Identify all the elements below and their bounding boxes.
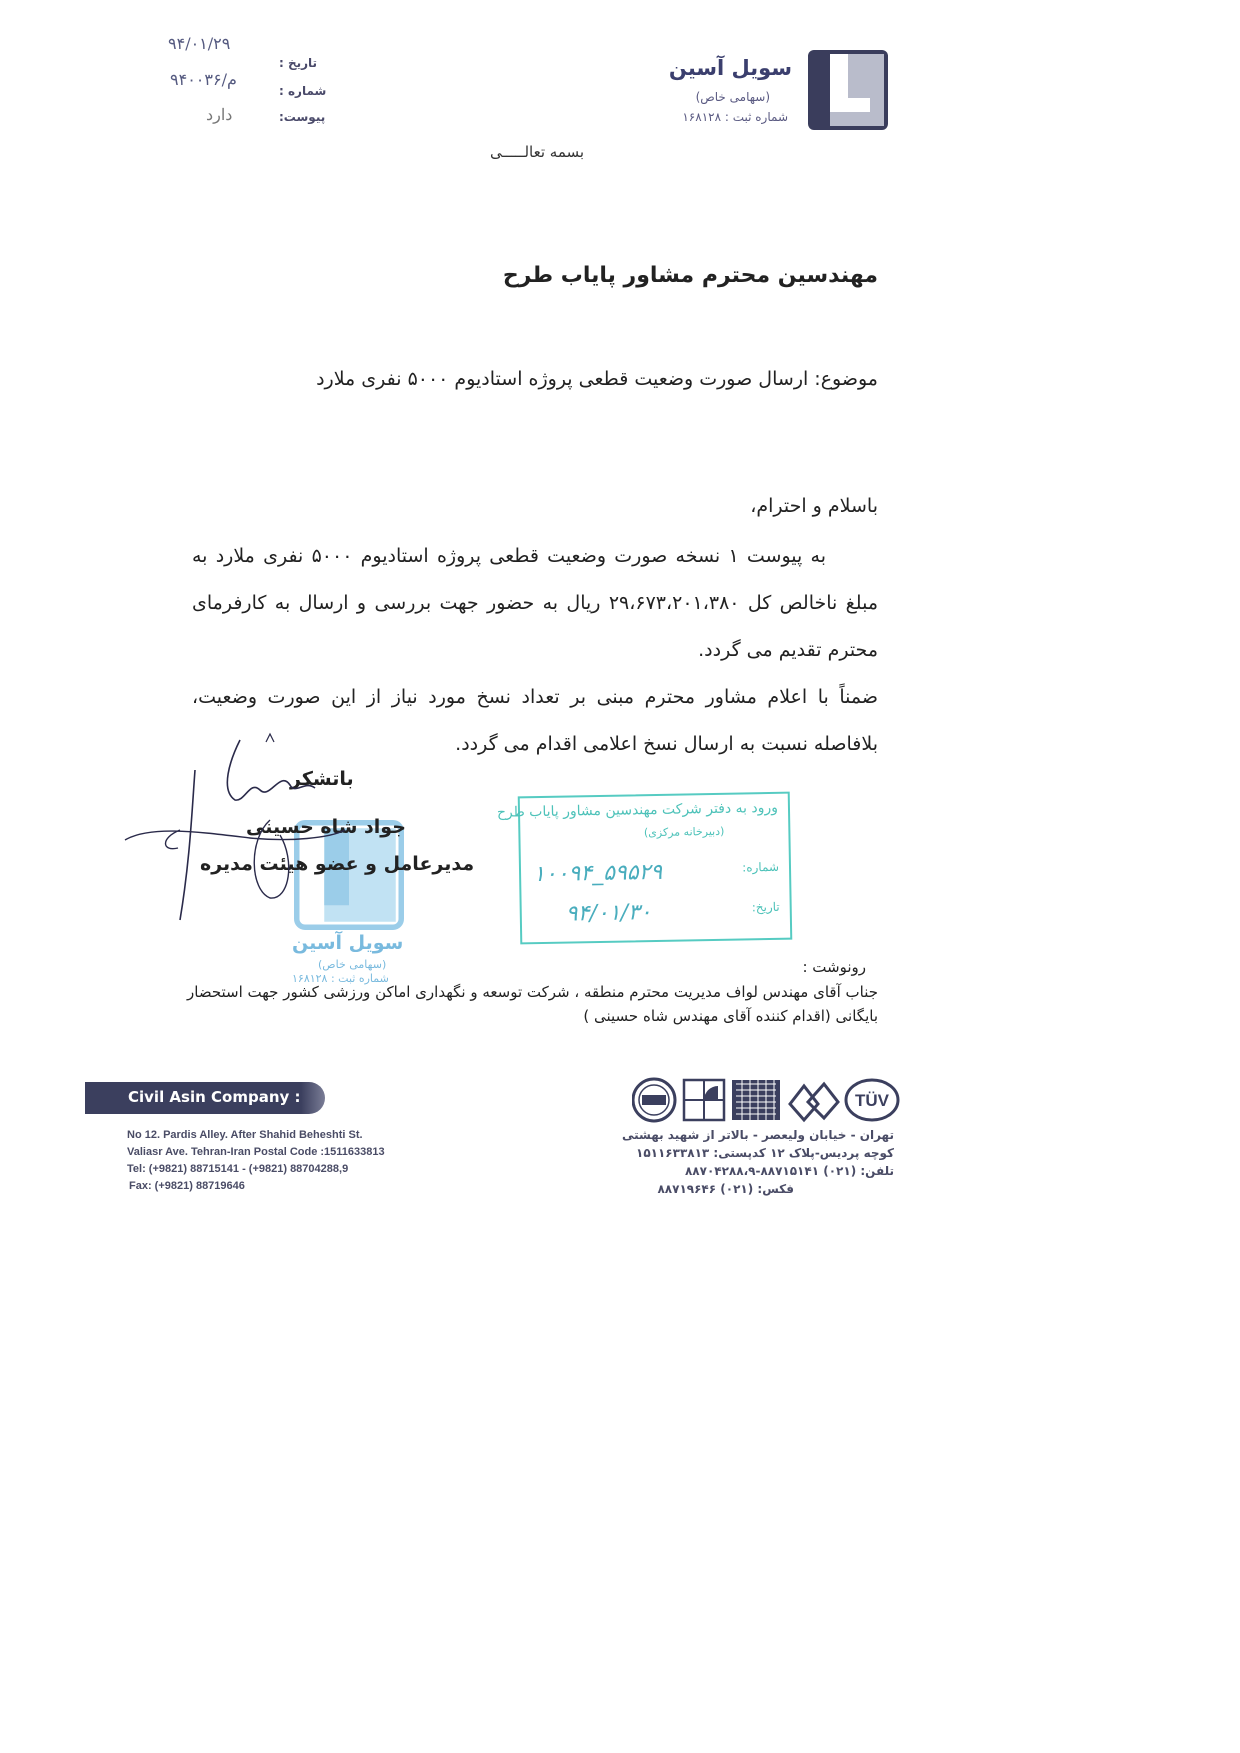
iso-cert-icon: [633, 1079, 675, 1121]
footer-phone-en: Tel: (+9821) 88715141 - (+9821) 88704288,9: [127, 1163, 349, 1175]
building-cert-icon: [732, 1080, 780, 1120]
subject-line: موضوع: ارسال صورت وضعیت قطعی پروژه استادیوم ۵۰۰۰ نفری ملارد: [316, 368, 878, 390]
seal-company-type: (سهامی خاص): [318, 958, 387, 971]
recipient: مهندسین محترم مشاور پایاب طرح: [502, 263, 878, 288]
svg-text:TÜV: TÜV: [855, 1091, 889, 1110]
standard-cert-icon: [790, 1084, 838, 1120]
invocation: بسمه تعالـــــی: [490, 143, 585, 161]
stamp-subtitle: (دبیرخانه مرکزی): [643, 824, 725, 840]
date-value: ۹۴/۰۱/۲۹: [168, 34, 231, 53]
stamp-title: ورود به دفتر شرکت مهندسین مشاور پایاب طرح: [496, 799, 779, 821]
body-paragraph: ضمناً با اعلام مشاور محترم مبنی بر تعداد نسخ مورد نیاز از این صورت وضعیت، بلافاصله نسبت به ارسال نسخ اعلامی اقدام می گردد.: [192, 686, 878, 755]
company-name: سویل آسین: [668, 56, 792, 80]
date-label: تاریخ :: [279, 56, 318, 70]
handwritten-signature-icon: [120, 730, 350, 940]
footer-address-en: No 12. Pardis Alley. After Shahid Beheshti St.: [127, 1129, 363, 1141]
company-logo-icon: [808, 50, 888, 130]
footer-phone-fa: تلفن: (۰۲۱) ۸۸۷۱۵۱۴۱-۸۸۷۰۴۲۸۸،۹: [684, 1164, 894, 1178]
closing: باتشکر: [290, 768, 354, 790]
stamp-date-label: تاریخ:: [751, 899, 780, 915]
stamp-number-label: شماره:: [742, 859, 780, 875]
footer-address-en: Valiasr Ave. Tehran-Iran Postal Code :1511633813: [127, 1146, 385, 1158]
number-label: شماره :: [279, 84, 327, 98]
attachment-label: پیوست:: [279, 110, 326, 124]
body-paragraph: به پیوست ۱ نسخه صورت وضعیت قطعی پروژه استادیوم ۵۰۰۰ نفری ملارد به مبلغ ناخالص کل ۲۹،۶۷۳،۲۰۱،۳۸۰ ریال به حضور جهت بررسی و ارسال به کارفرمای محترم تقدیم می گردد.: [192, 545, 878, 661]
cc-label: رونوشت :: [802, 958, 866, 976]
footer-fax-en: Fax: (+9821) 88719646: [129, 1180, 245, 1192]
seal-company-name: سویل آسین: [292, 932, 404, 954]
footer-address-fa: کوچه پردیس-پلاک ۱۲ کدپستی: ۱۵۱۱۶۳۳۸۱۳: [636, 1146, 894, 1160]
company-registration: شماره ثبت : ۱۶۸۱۲۸: [682, 110, 788, 124]
greeting: باسلام و احترام،: [750, 495, 878, 517]
footer-address-fa: تهران - خیابان ولیعصر - بالاتر از شهید بهشتی: [621, 1128, 894, 1142]
attachment-value: دارد: [206, 105, 233, 124]
footer-fax-fa: فکس: (۰۲۱) ۸۸۷۱۹۶۴۶: [657, 1182, 794, 1196]
cc-text: جناب آقای مهندس لواف مدیریت محترم منطقه ، شرکت توسعه و نگهداری اماکن ورزشی کشور جهت استحضار بایگانی (اقدام کننده آقای مهندس شاه حسینی ): [187, 983, 878, 1025]
certification-logos: [632, 1076, 900, 1124]
company-type: (سهامی خاص): [695, 90, 770, 104]
seal-registration: شماره ثبت : ۱۶۸۱۲۸: [292, 972, 389, 985]
footer-banner-text: Civil Asin Company :: [128, 1088, 301, 1106]
stamp-number-value: ۱۰۰۹۴_۵۹۵۲۹: [532, 859, 663, 888]
number-value: ۹۴۰۰۳۶/م: [170, 70, 237, 89]
globe-cert-icon: [684, 1080, 724, 1120]
tuv-cert-icon: [846, 1080, 898, 1120]
signer-title: مدیرعامل و عضو هیئت مدیره: [200, 853, 475, 875]
receipt-stamp: [496, 792, 793, 945]
signer-name: جواد شاه حسینی: [246, 816, 406, 838]
stamp-date-value: ۹۴/۰۱/۳۰: [565, 900, 652, 927]
